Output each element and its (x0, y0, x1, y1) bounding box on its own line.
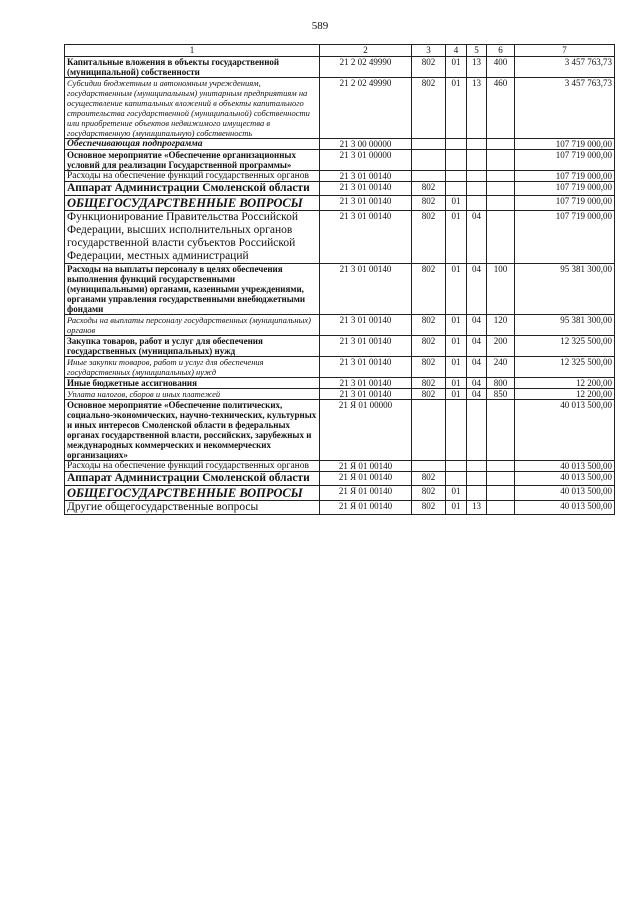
row-expense-type (487, 472, 515, 486)
row-section-code: 01 (446, 486, 467, 501)
row-expense-type (487, 150, 515, 171)
row-name: Расходы на обеспечение функций государственных органов (65, 171, 320, 182)
row-name: Иные бюджетные ассигнования (65, 378, 320, 389)
budget-table (64, 44, 615, 515)
row-target-code: 21 3 01 00000 (320, 150, 412, 171)
row-ministry-code (412, 171, 446, 182)
column-header: 6 (487, 45, 515, 57)
row-expense-type (487, 196, 515, 211)
column-header: 4 (446, 45, 467, 57)
row-expense-type (487, 182, 515, 196)
row-ministry-code: 802 (412, 378, 446, 389)
row-name: Другие общегосударственные вопросы (65, 501, 320, 515)
row-section-code: 01 (446, 211, 467, 264)
row-expense-type: 800 (487, 378, 515, 389)
row-expense-type: 120 (487, 315, 515, 336)
table-row (65, 336, 615, 357)
row-ministry-code: 802 (412, 336, 446, 357)
row-expense-type (487, 139, 515, 150)
row-subsection-code: 04 (467, 264, 487, 315)
row-subsection-code: 04 (467, 389, 487, 400)
row-section-code: 01 (446, 378, 467, 389)
row-section-code: 01 (446, 357, 467, 378)
row-name: Уплата налогов, сборов и иных платежей (65, 389, 320, 400)
row-subsection-code: 04 (467, 336, 487, 357)
row-subsection-code (467, 196, 487, 211)
table-row (65, 264, 615, 315)
row-section-code: 01 (446, 389, 467, 400)
row-ministry-code: 802 (412, 182, 446, 196)
row-subsection-code (467, 400, 487, 461)
row-name: Субсидии бюджетным и автономным учреждениям, государственным (муниципальным) унитарным предприятиям на осуществление капитальных вложений в объекты капитального строительства государственной (муниципальной) собственности или приобретение объектов недвижимого имущества в государственную (муниципальную) собственность (65, 78, 320, 139)
row-expense-type: 240 (487, 357, 515, 378)
row-expense-type: 100 (487, 264, 515, 315)
row-ministry-code: 802 (412, 501, 446, 515)
row-name: ОБЩЕГОСУДАРСТВЕННЫЕ ВОПРОСЫ (65, 196, 320, 211)
table-row (65, 486, 615, 501)
row-target-code: 21 Я 01 00140 (320, 486, 412, 501)
table-row (65, 78, 615, 139)
row-ministry-code (412, 400, 446, 461)
row-expense-type (487, 461, 515, 472)
row-name: Аппарат Администрации Смоленской области (65, 182, 320, 196)
row-subsection-code: 04 (467, 378, 487, 389)
table-row (65, 57, 615, 78)
table-row (65, 357, 615, 378)
row-section-code: 01 (446, 264, 467, 315)
table-row (65, 501, 615, 515)
row-subsection-code (467, 472, 487, 486)
row-subsection-code (467, 139, 487, 150)
table-row (65, 211, 615, 264)
row-amount: 107 719 000,00 (515, 196, 615, 211)
table-row (65, 389, 615, 400)
table-row (65, 378, 615, 389)
row-section-code: 01 (446, 196, 467, 211)
row-amount: 107 719 000,00 (515, 139, 615, 150)
column-header: 1 (65, 45, 320, 57)
row-target-code: 21 3 01 00140 (320, 389, 412, 400)
table-row (65, 139, 615, 150)
row-subsection-code: 04 (467, 357, 487, 378)
row-name: Расходы на выплаты персоналу государственных (муниципальных) органов (65, 315, 320, 336)
row-section-code (446, 139, 467, 150)
row-section-code: 01 (446, 57, 467, 78)
row-ministry-code: 802 (412, 486, 446, 501)
table-row (65, 315, 615, 336)
row-amount: 12 200,00 (515, 389, 615, 400)
row-section-code (446, 472, 467, 486)
row-amount: 40 013 500,00 (515, 400, 615, 461)
column-header: 5 (467, 45, 487, 57)
row-amount: 107 719 000,00 (515, 171, 615, 182)
row-name: Закупка товаров, работ и услуг для обеспечения государственных (муниципальных) нужд (65, 336, 320, 357)
row-amount: 12 325 500,00 (515, 336, 615, 357)
row-ministry-code: 802 (412, 57, 446, 78)
row-name: Основное мероприятие «Обеспечение политических, социально-экономических, научно-технических, культурных и иных интересов Смоленской области в федеральных органах государственной власти, российских, зарубежных и международных коммерческих и некоммерческих организациях» (65, 400, 320, 461)
row-target-code: 21 Я 01 00140 (320, 501, 412, 515)
row-target-code: 21 3 01 00140 (320, 315, 412, 336)
row-name: Основное мероприятие «Обеспечение организационных условий для реализации Государственной программы» (65, 150, 320, 171)
table-row (65, 171, 615, 182)
row-target-code: 21 Я 01 00140 (320, 472, 412, 486)
row-target-code: 21 Я 01 00000 (320, 400, 412, 461)
column-header: 3 (412, 45, 446, 57)
row-target-code: 21 3 01 00140 (320, 264, 412, 315)
row-section-code: 01 (446, 336, 467, 357)
row-amount: 12 200,00 (515, 378, 615, 389)
row-section-code: 01 (446, 315, 467, 336)
row-target-code: 21 3 00 00000 (320, 139, 412, 150)
page-number: 589 (311, 20, 329, 32)
row-target-code: 21 3 01 00140 (320, 182, 412, 196)
row-subsection-code: 13 (467, 78, 487, 139)
row-section-code (446, 400, 467, 461)
row-name: Аппарат Администрации Смоленской области (65, 472, 320, 486)
row-target-code: 21 3 01 00140 (320, 357, 412, 378)
row-target-code: 21 Я 01 00140 (320, 461, 412, 472)
row-subsection-code (467, 182, 487, 196)
row-ministry-code: 802 (412, 211, 446, 264)
row-amount: 3 457 763,73 (515, 78, 615, 139)
row-amount: 107 719 000,00 (515, 150, 615, 171)
row-amount: 40 013 500,00 (515, 501, 615, 515)
row-section-code: 01 (446, 78, 467, 139)
row-subsection-code (467, 486, 487, 501)
row-subsection-code: 13 (467, 57, 487, 78)
row-target-code: 21 3 01 00140 (320, 211, 412, 264)
row-name: Обеспечивающая подпрограмма (65, 139, 320, 150)
row-expense-type: 400 (487, 57, 515, 78)
row-section-code (446, 182, 467, 196)
row-expense-type (487, 400, 515, 461)
table-row (65, 472, 615, 486)
row-subsection-code (467, 171, 487, 182)
row-amount: 107 719 000,00 (515, 211, 615, 264)
row-section-code: 01 (446, 501, 467, 515)
row-name: Расходы на обеспечение функций государственных органов (65, 461, 320, 472)
row-amount: 40 013 500,00 (515, 472, 615, 486)
row-ministry-code: 802 (412, 472, 446, 486)
table-row (65, 196, 615, 211)
row-name: Расходы на выплаты персоналу в целях обеспечения выполнения функций государственными (муниципальными) органами, казенными учреждениями, органами управления государственными внебюджетными фондами (65, 264, 320, 315)
row-expense-type: 460 (487, 78, 515, 139)
table-row (65, 182, 615, 196)
column-header: 2 (320, 45, 412, 57)
table-row (65, 461, 615, 472)
row-amount: 95 381 300,00 (515, 264, 615, 315)
row-ministry-code (412, 150, 446, 171)
row-ministry-code: 802 (412, 196, 446, 211)
row-expense-type: 200 (487, 336, 515, 357)
row-name: Функционирование Правительства Российской Федерации, высших исполнительных органов государственной власти субъектов Российской Федерации, местных администраций (65, 211, 320, 264)
row-ministry-code (412, 461, 446, 472)
row-expense-type (487, 171, 515, 182)
row-amount: 40 013 500,00 (515, 461, 615, 472)
row-subsection-code: 04 (467, 315, 487, 336)
row-target-code: 21 3 01 00140 (320, 196, 412, 211)
row-section-code (446, 171, 467, 182)
row-amount: 107 719 000,00 (515, 182, 615, 196)
row-expense-type: 850 (487, 389, 515, 400)
row-subsection-code: 13 (467, 501, 487, 515)
row-section-code (446, 150, 467, 171)
row-amount: 12 325 500,00 (515, 357, 615, 378)
row-subsection-code: 04 (467, 211, 487, 264)
row-expense-type (487, 211, 515, 264)
row-name: ОБЩЕГОСУДАРСТВЕННЫЕ ВОПРОСЫ (65, 486, 320, 501)
row-section-code (446, 461, 467, 472)
row-expense-type (487, 486, 515, 501)
row-name: Капитальные вложения в объекты государственной (муниципальной) собственности (65, 57, 320, 78)
row-target-code: 21 3 01 00140 (320, 336, 412, 357)
row-target-code: 21 2 02 49990 (320, 57, 412, 78)
table-row (65, 400, 615, 461)
row-expense-type (487, 501, 515, 515)
row-target-code: 21 2 02 49990 (320, 78, 412, 139)
table-row (65, 150, 615, 171)
row-target-code: 21 3 01 00140 (320, 171, 412, 182)
row-amount: 40 013 500,00 (515, 486, 615, 501)
row-name: Иные закупки товаров, работ и услуг для обеспечения государственных (муниципальных) нужд (65, 357, 320, 378)
row-ministry-code: 802 (412, 389, 446, 400)
row-amount: 95 381 300,00 (515, 315, 615, 336)
row-ministry-code: 802 (412, 264, 446, 315)
row-target-code: 21 3 01 00140 (320, 378, 412, 389)
row-subsection-code (467, 461, 487, 472)
row-ministry-code: 802 (412, 315, 446, 336)
row-ministry-code: 802 (412, 357, 446, 378)
row-ministry-code (412, 139, 446, 150)
row-subsection-code (467, 150, 487, 171)
row-amount: 3 457 763,73 (515, 57, 615, 78)
column-header: 7 (515, 45, 615, 57)
header-row (65, 45, 615, 57)
row-ministry-code: 802 (412, 78, 446, 139)
